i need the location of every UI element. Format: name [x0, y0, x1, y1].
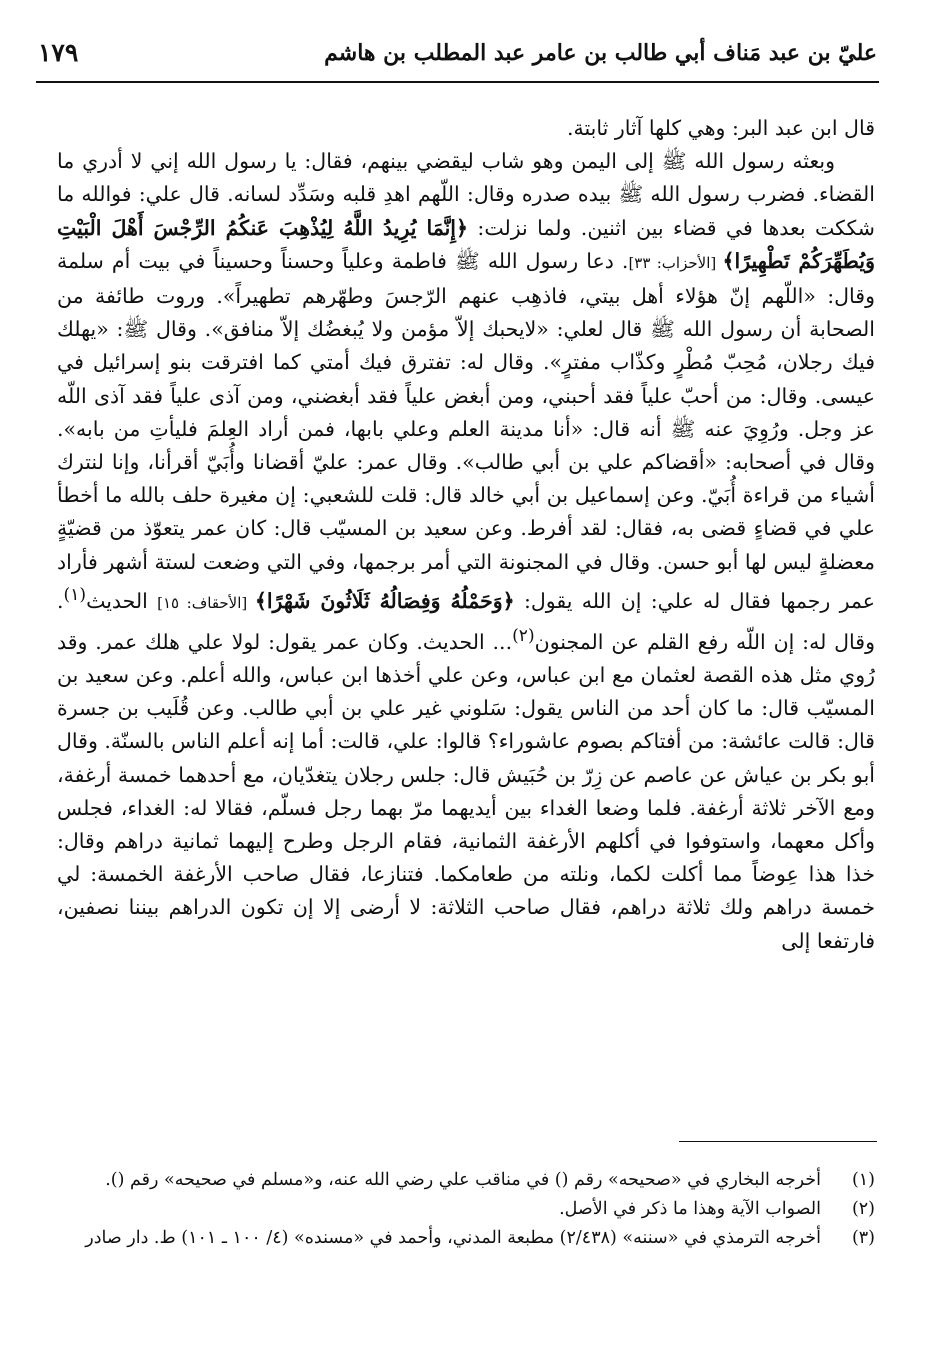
running-header	[38, 34, 877, 80]
footnote-number: (٣)	[851, 1228, 875, 1248]
footnote-text: الصواب الآية وهذا ما ذكر في الأصل.	[559, 1199, 821, 1219]
paragraph	[57, 112, 875, 145]
footnote-text: أخرجه البخاري في «صحيحه» رقم () في مناقب علي رضي الله عنه، و«مسلم في صحيحه» رقم ().	[105, 1170, 821, 1190]
footnote-number: (١)	[851, 1170, 875, 1190]
footnote-divider	[679, 1141, 877, 1142]
header-divider	[36, 81, 879, 83]
quran-verse: ﴿إِنَّمَا يُرِيدُ اللَّهُ لِيُذْهِبَ عَنكُمُ الرِّجْسَ أَهْلَ الْبَيْتِ وَيُطَهِّرَكُمْ تَطْهِيرًا﴾	[57, 215, 875, 273]
footnote-text: أخرجه الترمذي في «سننه» (٢/٤٣٨) مطبعة المدني، وأحمد في «مسنده» (٤/ ١٠٠ ـ ١٠١) ط. دار صادر	[85, 1228, 821, 1248]
footnote	[57, 1166, 875, 1195]
page-number: ١٧٩	[38, 38, 79, 67]
verse-reference: [الأحقاف: ١٥]	[157, 593, 255, 612]
text-segment: الحديث	[86, 588, 158, 613]
body-text	[57, 112, 875, 958]
paragraph	[57, 145, 875, 958]
footnote-marker: (١)	[63, 584, 87, 605]
footnote-marker: (٢)	[512, 625, 535, 646]
text-segment: وبعثه رسول الله ﷺ إلى اليمن وهو شاب ليقضي بينهم، فقال: يا رسول الله إني لا أدري ما القضاء. فضرب رسول الله ﷺ بيده صدره وقال: اللّهم اهدِ قلبه وسَدِّد لسانه. قال علي: فوالله ما شككت بعدها في قضاء بين اثنين. ولما نزلت:	[57, 149, 875, 240]
footnote-number: (٢)	[851, 1199, 875, 1219]
footnote	[57, 1224, 875, 1253]
footnote	[57, 1195, 875, 1224]
quran-verse: ﴿وَحَمْلُهُ وَفِصَالُهُ ثَلَاثُونَ شَهْرًا﴾	[254, 588, 515, 613]
text-segment: . وقال له: إن اللّه رفع القلم عن المجنون	[57, 588, 875, 654]
verse-reference: [الأحزاب: ٣٣]	[628, 253, 723, 272]
text-segment: ... الحديث. وكان عمر يقول: لولا علي هلك عمر. وقد رُوي مثل هذه القصة لعثمان مع ابن عباس، وعن علي أخذها ابن عباس، والله أعلم. وعن سعيد بن المسيّب قال: ما كان أحد من الناس يقول: سَلوني غير علي بن أبي طالب. وعن قُلَيب بن جسرة قال: قالت عائشة: من أفتاكم بصوم عاشوراء؟ قالوا: علي، قالت: أما إنه أعلم الناس بالسنّة. وقال أبو بكر بن عياش عن عاصم عن زِرّ بن حُبَيش قال: جلس رجلان يتغدّيان، مع أحدهما خمسة أرغفة، ومع الآخر ثلاثة أرغفة. فلما وضعا الغداء بين أيديهما مرّ بهما رجل فسلّم، فقالا له: الغداء، فجلس وأكل معهما، واستوفوا في أكلهم الأرغفة الثمانية، فقام الرجل وطرح إليهما ثمانية دراهم وقال: خذا هذا عِوضاً مما أكلت لكما، ونلته من طعامكما. فتنازعا، فقال صاحب الأرغفة الخمسة: لي خمسة دراهم ولك ثلاثة دراهم، فقال صاحب الثلاثة: لا أرضى إلا إن تكون الدراهم بيننا نصفين، فارتفعا إلى	[57, 629, 875, 953]
footnotes	[57, 1166, 875, 1253]
text-segment: قال ابن عبد البر: وهي كلها آثار ثابتة.	[566, 116, 875, 140]
running-title: عليّ بن عبد مَناف أبي طالب بن عامر عبد المطلب بن هاشم	[324, 40, 877, 66]
text-segment: . دعا رسول الله ﷺ فاطمة وعلياً وحسناً وحسيناً في بيت أم سلمة وقال: «اللّهم إنّ هؤلاء أهل بيتي، فاذهِب عنهم الرّجسَ وطهّرهم تطهيراً». وروت طائفة من الصحابة أن رسول الله ﷺ قال لعلي: «لايحبك إلاّ مؤمن ولا يُبغضُك إلاّ منافق». وقال ﷺ: «يهلك فيك رجلان، مُحِبّ مُطْرٍ وكذّاب مفترٍ». وقال له: تفترق فيك أمتي كما افترقت بنو إسرائيل في عيسى. وقال: من أحبّ علياً فقد أحبني، ومن أبغض علياً فقد أبغضني، ومن آذى علياً فقد آذى اللّه عز وجل. ورُوِيَ عنه ﷺ أنه قال: «أنا مدينة العلم وعلي بابها، فمن أراد العِلمَ فليأتِ من بابه». وقال في أصحابه: «أقضاكم علي بن أبي طالب». وقال عمر: عليّ أقضانا وأُبَيّ أقرأنا، وإنا لنترك أشياء من قراءة أُبَيّ. وعن إسماعيل بن أبي خالد قال: قلت للشعبي: إن مغيرة حلف بالله ما أخطأ علي في قضاءٍ قضى به، فقال: لقد أفرط. وعن سعيد بن المسيّب قال: كان عمر يتعوّذ من قضيّةٍ معضلةٍ ليس لها أبو حسن. وقال في المجنونة التي أمر برجمها، وفي التي وضعت لستة أشهر فأراد عمر رجمها فقال له علي: إن الله يقول:	[57, 248, 875, 613]
